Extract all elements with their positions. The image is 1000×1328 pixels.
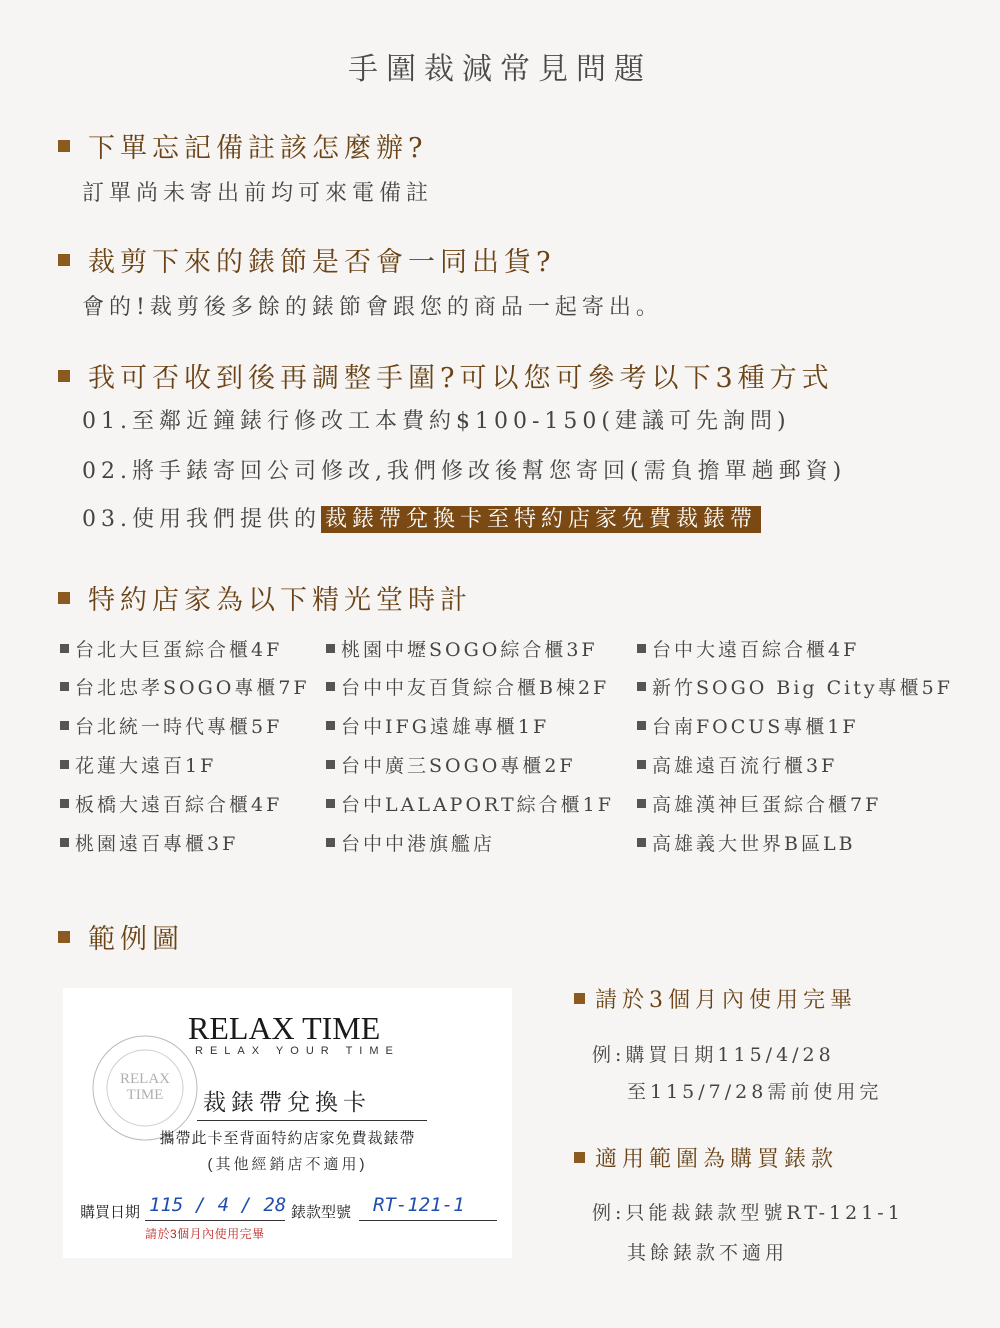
faq-option-1: 01.至鄰近鐘錶行修改工本費約$100-150(建議可先詢問) <box>82 409 791 434</box>
bullet-square-icon <box>58 254 70 266</box>
page-title: 手圍裁減常見問題 <box>348 52 652 87</box>
store-name: 台南FOCUS專櫃1F <box>652 716 859 738</box>
store-name: 高雄漢神巨蛋綜合櫃7F <box>652 794 882 816</box>
bullet-square-icon <box>637 721 646 730</box>
bullet-square-icon <box>574 993 585 1004</box>
store-item <box>326 635 598 662</box>
faq-answer-1: 訂單尚未寄出前均可來電備註 <box>82 181 434 206</box>
store-name: 桃園中壢SOGO綜合櫃3F <box>341 639 598 661</box>
faq-option-3 <box>82 502 761 533</box>
card-date-underline <box>145 1220 285 1221</box>
rule-heading-2 <box>574 1142 838 1173</box>
store-name: 台中中友百貨綜合櫃B棟2F <box>341 677 610 699</box>
store-name: 台中中港旗艦店 <box>341 833 496 855</box>
bullet-square-icon <box>58 370 70 382</box>
bullet-square-icon <box>637 799 646 808</box>
store-item <box>60 635 282 662</box>
store-item <box>637 751 837 778</box>
bullet-square-icon <box>326 644 335 653</box>
bullet-square-icon <box>58 931 70 943</box>
bullet-square-icon <box>326 721 335 730</box>
faq-question-3 <box>58 356 834 395</box>
rule-heading-text: 適用範圍為購買錶款 <box>595 1147 839 1172</box>
bullet-square-icon <box>326 799 335 808</box>
stores-heading <box>58 578 472 617</box>
card-brand: RELAX TIME <box>188 1010 381 1046</box>
bullet-square-icon <box>637 644 646 653</box>
store-item <box>326 673 609 700</box>
store-name: 台中IFG遠雄專櫃1F <box>341 716 550 738</box>
store-name: 台北忠孝SOGO專櫃7F <box>75 677 310 699</box>
store-item <box>326 712 549 739</box>
option-3-prefix: 03.使用我們提供的 <box>82 507 321 532</box>
exchange-card-image <box>63 988 512 1258</box>
rule-1-line-1: 例:購買日期115/4/28 <box>592 1044 835 1066</box>
store-item <box>637 829 856 856</box>
card-instruction: 攜帶此卡至背面特約店家免費裁錶帶 <box>159 1130 416 1147</box>
bullet-square-icon <box>60 721 69 730</box>
card-model-underline <box>359 1220 497 1221</box>
bullet-square-icon <box>326 838 335 847</box>
store-name: 板橋大遠百綜合櫃4F <box>75 794 283 816</box>
store-name: 桃園遠百專櫃3F <box>75 833 239 855</box>
store-name: 台中大遠百綜合櫃4F <box>652 639 860 661</box>
rule-2-line-1: 例:只能裁錶款型號RT-121-1 <box>592 1202 904 1224</box>
store-name: 台北統一時代專櫃5F <box>75 716 283 738</box>
bullet-square-icon <box>58 140 70 152</box>
bullet-square-icon <box>326 760 335 769</box>
example-heading <box>58 917 184 956</box>
question-text: 裁剪下來的錶節是否會一同出貨? <box>88 247 556 278</box>
bullet-square-icon <box>58 592 70 604</box>
faq-option-2: 02.將手錶寄回公司修改,我們修改後幫您寄回(需負擔單趟郵資) <box>82 459 847 484</box>
store-item <box>60 790 282 817</box>
store-item <box>60 673 310 700</box>
store-name: 高雄遠百流行櫃3F <box>652 755 838 777</box>
bullet-square-icon <box>637 838 646 847</box>
store-name: 台中LALAPORT綜合櫃1F <box>341 794 614 816</box>
rule-heading-1 <box>574 983 857 1014</box>
store-item <box>60 751 216 778</box>
question-text: 下單忘記備註該怎麼辦? <box>88 133 428 164</box>
card-divider <box>197 1120 427 1121</box>
store-name: 新竹SOGO Big City專櫃5F <box>652 677 953 699</box>
card-date-value: 115 / 4 / 28 <box>149 1194 287 1216</box>
bullet-square-icon <box>60 838 69 847</box>
store-item <box>326 829 495 856</box>
card-title: 裁錶帶兌換卡 <box>203 1089 371 1115</box>
bullet-square-icon <box>326 682 335 691</box>
bullet-square-icon <box>637 760 646 769</box>
faq-answer-2: 會的!裁剪後多餘的錶節會跟您的商品一起寄出。 <box>82 295 663 320</box>
bullet-square-icon <box>60 760 69 769</box>
store-name: 花蓮大遠百1F <box>75 755 217 777</box>
card-instruction-note: (其他經銷店不適用) <box>207 1156 368 1173</box>
store-name: 高雄義大世界B區LB <box>652 833 856 855</box>
card-brand-sub: RELAX YOUR TIME <box>195 1045 400 1057</box>
store-item <box>637 790 881 817</box>
rule-2-line-2: 其餘錶款不適用 <box>627 1242 789 1264</box>
card-note: 請於3個月內使用完畢 <box>145 1227 265 1241</box>
faq-question-2 <box>58 240 555 279</box>
card-date-label: 購買日期 <box>80 1204 141 1221</box>
bullet-square-icon <box>60 682 69 691</box>
stores-heading-text: 特約店家為以下精光堂時計 <box>88 585 472 616</box>
faq-question-1 <box>58 126 427 165</box>
store-name: 台中廣三SOGO專櫃2F <box>341 755 576 777</box>
store-item <box>326 790 614 817</box>
bullet-square-icon <box>574 1152 585 1163</box>
question-text: 我可否收到後再調整手圍?可以您可參考以下3種方式 <box>88 363 834 394</box>
bullet-square-icon <box>60 799 69 808</box>
store-item <box>637 635 859 662</box>
rule-1-line-2: 至115/7/28需前使用完 <box>627 1081 883 1103</box>
store-item <box>60 829 238 856</box>
card-model-label: 錶款型號 <box>291 1204 352 1221</box>
store-item <box>60 712 282 739</box>
card-model-value: RT-121-1 <box>373 1194 465 1216</box>
option-3-highlight: 裁錶帶兌換卡至特約店家免費裁錶帶 <box>321 506 761 533</box>
store-name: 台北大巨蛋綜合櫃4F <box>75 639 283 661</box>
store-item <box>637 673 953 700</box>
example-heading-text: 範例圖 <box>88 924 184 955</box>
svg-text:TIME: TIME <box>126 1087 164 1103</box>
svg-text:RELAX: RELAX <box>120 1071 170 1087</box>
bullet-square-icon <box>60 644 69 653</box>
store-item <box>326 751 576 778</box>
rule-heading-text: 請於3個月內使用完畢 <box>595 988 857 1013</box>
store-item <box>637 712 859 739</box>
bullet-square-icon <box>637 682 646 691</box>
